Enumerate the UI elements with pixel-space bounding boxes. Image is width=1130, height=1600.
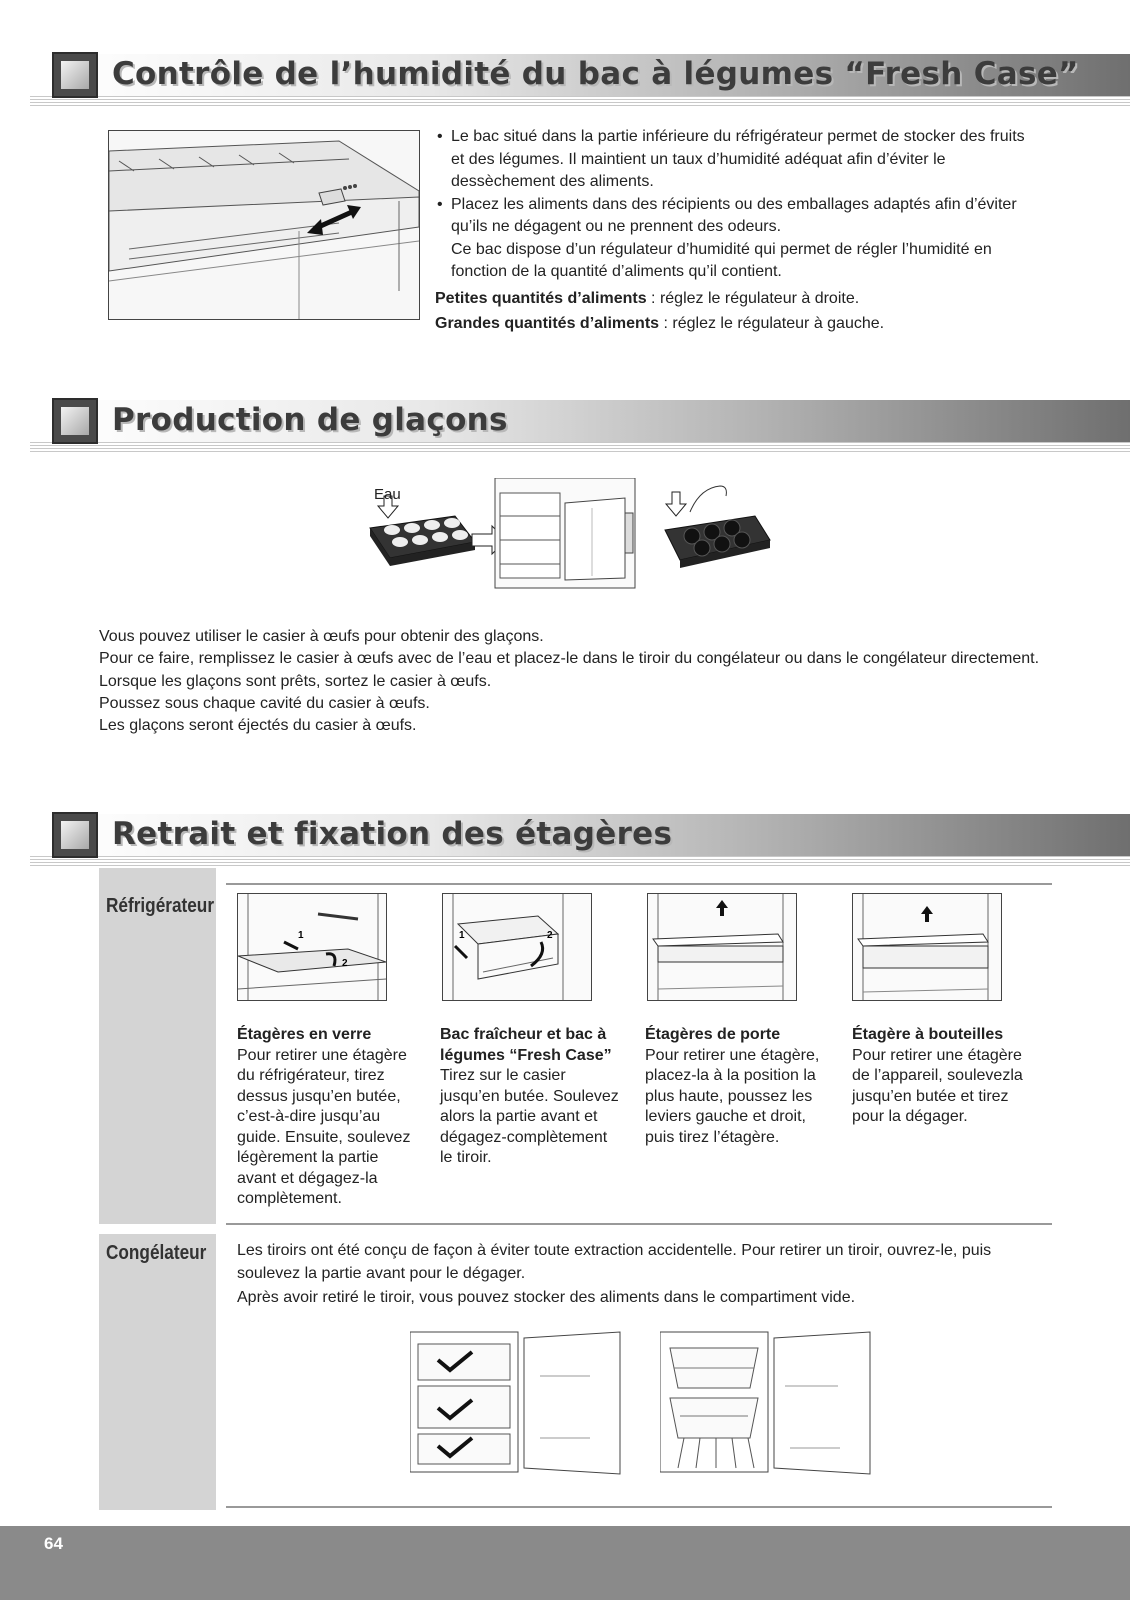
ice-illustration xyxy=(360,478,790,608)
ice-paragraph-1: Vous pouvez utiliser le casier à œufs pour obtenir des glaçons. xyxy=(99,628,544,645)
fresh-case-column xyxy=(440,1025,625,1169)
ice-paragraph-5: Les glaçons seront éjectés du casier à œufs. xyxy=(99,717,417,735)
freezer-text-2: Après avoir retiré le tiroir, vous pouvez stocker des aliments dans le compartiment vide. xyxy=(237,1289,856,1306)
large-quantity-text: : réglez le régulateur à gauche. xyxy=(659,315,885,332)
small-quantity-text: : réglez le régulateur à droite. xyxy=(646,289,860,307)
ice-paragraph-4: Poussez sous chaque cavité du casier à œufs. xyxy=(99,694,430,712)
section-title-humidity: Contrôle de l’humidité du bac à légumes “Fresh Case” xyxy=(112,56,1079,92)
glass-shelf-text: Pour retirer une étagère du réfrigérateur, tirez dessus jusqu’en butée, c’est-à-dire jusqu’au guide. Ensuite, soulevez légèrement la partie avant et dégagez-la complètement. xyxy=(237,1046,411,1207)
freezer-label: Congélateur xyxy=(106,1242,207,1264)
ice-text-block xyxy=(99,626,1049,737)
section-square-icon xyxy=(52,398,98,444)
small-quantity-label: Petites quantités d’aliments xyxy=(435,289,647,307)
table-divider-middle xyxy=(226,1223,1052,1225)
fresh-case-drawer-illustration xyxy=(442,893,592,1001)
ice-paragraph-3: Lorsque les glaçons sont prêts, sortez le casier à œufs. xyxy=(99,672,492,690)
door-shelf-text: Pour retirer une étagère, placez-la à la position la plus haute, poussez les leviers gauche et droit, puis tirez l’étagère. xyxy=(645,1046,820,1146)
door-shelf-heading: Étagères de porte xyxy=(645,1026,781,1043)
humidity-bullet-2: • Placez les aliments dans des récipients ou des emballages adaptés afin d’éviter qu’ils ne dégagent ou ne prennent des odeurs. xyxy=(435,194,1035,239)
page-footer xyxy=(0,1526,1130,1600)
water-label: Eau xyxy=(374,486,401,503)
fridge-label: Réfrigérateur xyxy=(106,895,215,917)
fridge-label-column xyxy=(99,868,216,1224)
humidity-bullet-list xyxy=(435,126,1035,239)
door-shelf-illustration xyxy=(647,893,797,1001)
page-number: 64 xyxy=(44,1534,63,1553)
section-title-shelves: Retrait et fixation des étagères xyxy=(112,816,673,852)
section-square-icon xyxy=(52,812,98,858)
glass-shelf-illustration xyxy=(237,893,387,1001)
section-title-ice: Production de glaçons xyxy=(112,402,508,438)
step-label-1: 1 xyxy=(298,930,304,941)
table-divider-bottom xyxy=(226,1506,1052,1508)
freezer-label-column xyxy=(99,1234,216,1510)
step-label-1: 1 xyxy=(459,930,465,941)
humidity-small-setting xyxy=(435,288,1035,311)
freezer-text-1: Les tiroirs ont été conçu de façon à éviter toute extraction accidentelle. Pour retirer un tiroir, ouvrez-le, puis soulevez la partie avant pour le dégager. xyxy=(237,1242,992,1282)
fresh-case-text: Tirez sur le casier jusqu’en butée. Soulevez alors la partie avant et dégagez-complètement le tiroir. xyxy=(440,1067,619,1166)
freezer-drawers-illustration xyxy=(410,1328,630,1478)
table-divider-top xyxy=(226,883,1052,885)
freezer-text-block xyxy=(237,1240,1037,1310)
humidity-text-block xyxy=(435,126,1035,336)
section-header-humidity xyxy=(30,50,1130,100)
large-quantity-label: Grandes quantités d’aliments xyxy=(435,315,660,332)
bottle-shelf-illustration xyxy=(852,893,1002,1001)
humidity-bullet-1: • Le bac situé dans la partie inférieure du réfrigérateur permet de stocker des fruits et des légumes. Il maintient un taux d’humidité adéquat afin d’éviter le dessèchement des aliments. xyxy=(435,126,1035,194)
ice-paragraph-2: Pour ce faire, remplissez le casier à œufs avec de l’eau et placez-le dans le tiroir du congélateur ou dans le congélateur directement. xyxy=(99,650,1040,668)
section-header-ice xyxy=(30,396,1130,446)
fresh-case-illustration xyxy=(108,130,420,320)
door-shelf-column xyxy=(645,1025,830,1148)
bottle-shelf-text: Pour retirer une étagère de l’appareil, soulevezla jusqu’en butée et tirez pour la dégager. xyxy=(852,1046,1023,1125)
section-header-shelves xyxy=(30,810,1130,860)
step-label-2: 2 xyxy=(342,958,348,969)
humidity-regulator-note: Ce bac dispose d’un régulateur d’humidité qui permet de régler l’humidité en fonction de la quantité d’aliments qu’il contient. xyxy=(451,240,992,280)
step-label-2: 2 xyxy=(547,930,553,941)
humidity-large-setting xyxy=(435,313,1035,336)
fresh-case-heading: Bac fraîcheur et bac à légumes “Fresh Case” xyxy=(440,1026,612,1064)
bottle-shelf-heading: Étagère à bouteilles xyxy=(852,1026,1004,1043)
glass-shelf-column xyxy=(237,1025,422,1210)
section-square-icon xyxy=(52,52,98,98)
bottle-shelf-column xyxy=(852,1025,1037,1128)
freezer-empty-illustration xyxy=(660,1328,880,1478)
glass-shelf-heading: Étagères en verre xyxy=(237,1026,372,1043)
